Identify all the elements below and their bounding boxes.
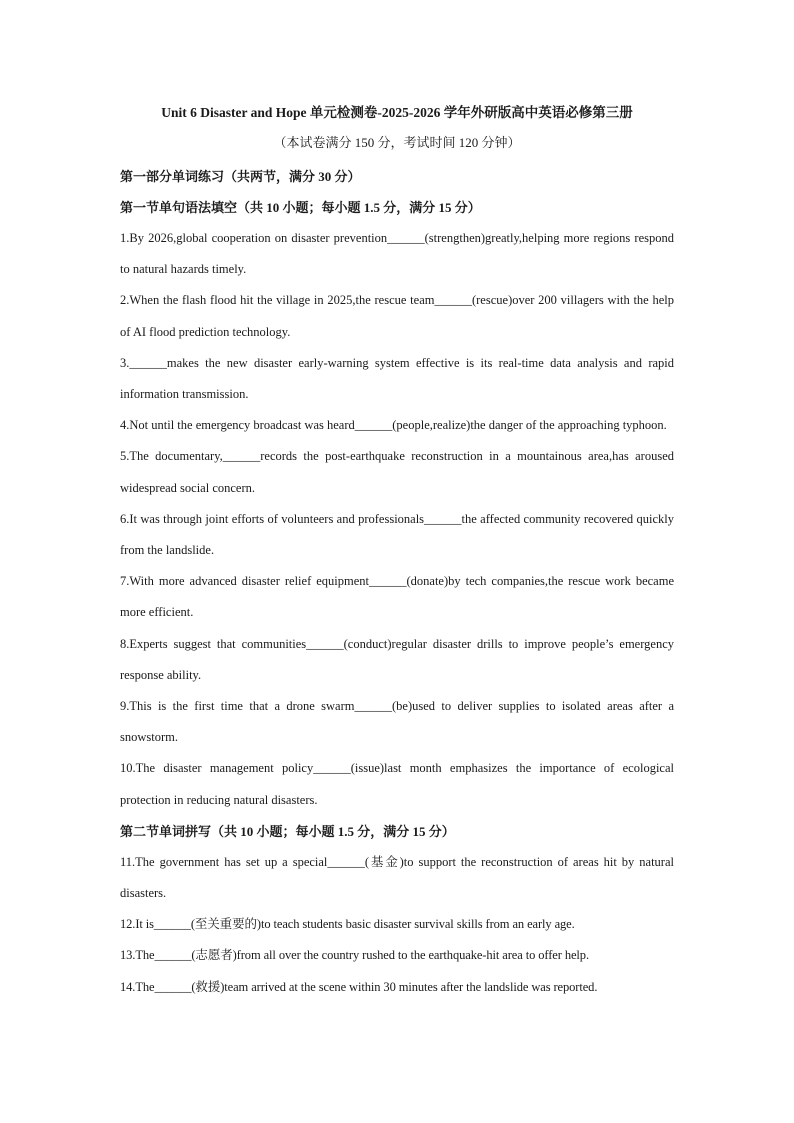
section2-heading: 第二节单词拼写（共 10 小题；每小题 1.5 分，满分 15 分）: [120, 823, 455, 839]
question-9: 9.This is the first time that a drone swarm______(be)used to deliver supplies to isolated areas after a snowstorm.: [120, 699, 674, 745]
question-8: 8.Experts suggest that communities______(conduct)regular disaster drills to improve people’s emergency response ability.: [120, 636, 674, 682]
question-12: 12.It is______(至关重要的)to teach students basic disaster survival skills from an early age.: [120, 917, 575, 932]
question-11: 11.The government has set up a special______(基金)to support the reconstruction of areas hit by natural disasters.: [120, 854, 674, 901]
section1-heading: 第一节单句语法填空（共 10 小题；每小题 1.5 分，满分 15 分）: [120, 200, 481, 215]
question-2: 2.When the flash flood hit the village in 2025,the rescue team______(rescue)over 200 villagers with the help of AI flood prediction technology.: [120, 293, 674, 339]
exam-info: （本试卷满分 150 分，考试时间 120 分钟）: [273, 135, 521, 150]
question-13: 13.The______(志愿者)from all over the country rushed to the earthquake-hit area to offer help.: [120, 948, 589, 963]
question-5: 5.The documentary,______records the post-earthquake reconstruction in a mountainous area,has aroused widespread social concern.: [120, 449, 674, 495]
exam-page: [120, 100, 674, 1003]
question-14: 14.The______(救援)team arrived at the scene within 30 minutes after the landslide was reported.: [120, 979, 598, 994]
page-title: Unit 6 Disaster and Hope 单元检测卷-2025-2026 学年外研版高中英语必修第三册: [161, 105, 633, 120]
question-3: 3.______makes the new disaster early-warning system effective is its real-time data analysis and rapid information transmission.: [120, 355, 674, 402]
part1-heading: 第一部分单词练习（共两节，满分 30 分）: [120, 169, 361, 184]
question-4: 4.Not until the emergency broadcast was heard______(people,realize)the danger of the approaching typhoon.: [120, 418, 667, 433]
question-6: 6.It was through joint efforts of volunteers and professionals______the affected community recovered quickly from the landslide.: [120, 511, 674, 558]
question-10: 10.The disaster management policy______(issue)last month emphasizes the importance of ecological protection in reducing natural disasters.: [120, 761, 674, 807]
question-7: 7.With more advanced disaster relief equipment______(donate)by tech companies,the rescue work became more efficient.: [120, 574, 674, 620]
question-1: 1.By 2026,global cooperation on disaster prevention______(strengthen)greatly,helping more regions respond to natural hazards timely.: [120, 231, 674, 277]
